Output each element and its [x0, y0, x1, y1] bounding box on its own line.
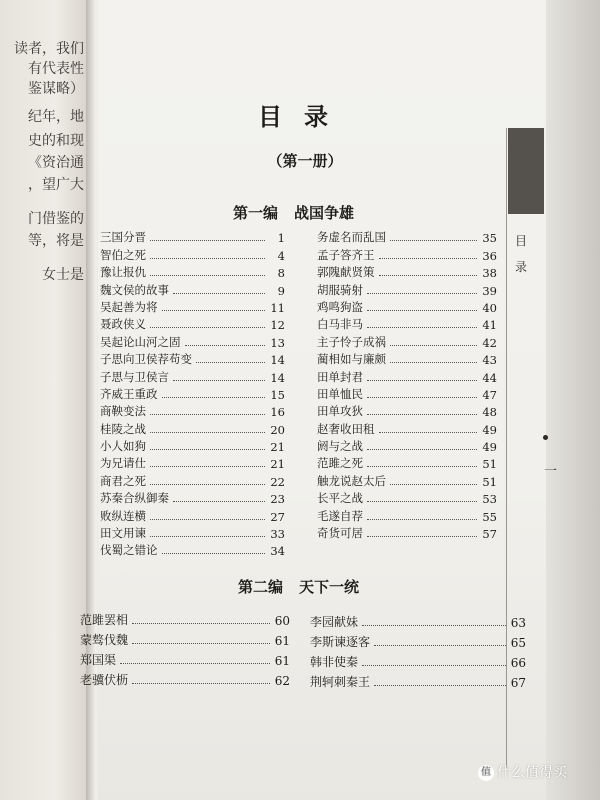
toc-entry-page: 38 [482, 266, 497, 281]
toc-entry [100, 506, 285, 523]
toc-entry [317, 385, 497, 402]
toc-leader-dots [150, 326, 265, 328]
toc-entry-page: 22 [270, 474, 285, 489]
toc-entry-title: 豫让报仇 [100, 265, 146, 280]
toc-entry-title: 鸡鸣狗盗 [317, 299, 363, 314]
toc-entry [100, 419, 285, 436]
toc-leader-dots [162, 396, 266, 398]
toc-entry [80, 668, 290, 688]
toc-column-left [100, 228, 285, 558]
toc-leader-dots [367, 413, 477, 415]
toc-entry [310, 610, 526, 630]
toc-entry-page: 48 [482, 405, 497, 420]
toc-leader-dots [374, 684, 506, 686]
watermark [478, 762, 567, 782]
left-page-line: 读者，我们 [14, 41, 84, 57]
left-page-line: 纪年，地 [28, 109, 84, 125]
toc-entry-page: 27 [270, 509, 285, 524]
toc-leader-dots [379, 257, 478, 259]
toc-entry [317, 489, 497, 506]
toc-leader-dots [132, 642, 270, 644]
toc-leader-dots [150, 465, 265, 467]
toc-entry [317, 506, 497, 523]
toc-leader-dots [150, 535, 265, 537]
toc-leader-dots [150, 274, 265, 276]
section-heading-1 [233, 202, 354, 223]
toc-leader-dots [367, 326, 477, 328]
toc-leader-dots [390, 483, 477, 485]
toc-entry [100, 437, 285, 454]
toc-entry-page: 42 [482, 335, 497, 350]
toc-entry [317, 402, 497, 419]
toc-leader-dots [196, 361, 265, 363]
toc-entry-page: 47 [482, 387, 497, 402]
toc-entry-page: 9 [277, 283, 285, 298]
toc-entry-page: 21 [270, 457, 285, 472]
toc-leader-dots [150, 257, 265, 259]
toc-entry [80, 608, 290, 628]
toc-entry-title: 赵奢收田租 [317, 421, 375, 436]
toc-entry-title: 智伯之死 [100, 247, 146, 262]
toc-entry [100, 280, 285, 297]
toc-entry-title: 商君之死 [100, 473, 146, 488]
toc-entry-title: 败纵连横 [100, 508, 146, 523]
toc-entry-page: 49 [482, 440, 497, 455]
toc-entry-page: 53 [482, 492, 497, 507]
toc-entry-page: 14 [270, 370, 285, 385]
toc-leader-dots [390, 239, 477, 241]
toc-entry-title: 胡服骑射 [317, 282, 363, 297]
left-page-line: 有代表性 [28, 61, 84, 77]
toc-entry-page: 23 [270, 492, 285, 507]
toc-entry-page: 14 [270, 353, 285, 368]
toc-entry [317, 367, 497, 384]
toc-entry [100, 350, 285, 367]
toc-entry-title: 阏与之战 [317, 439, 363, 454]
watermark-logo-icon: 值 [478, 765, 494, 781]
toc-leader-dots [150, 413, 265, 415]
section-title: 天下一统 [299, 578, 360, 596]
toc-entry-page: 43 [482, 353, 497, 368]
toc-entry-page: 67 [510, 676, 526, 690]
section-label: 第一编 [233, 204, 279, 222]
toc-entry-title: 魏文侯的故事 [100, 282, 169, 297]
toc-entry [100, 298, 285, 315]
toc-entry [100, 471, 285, 488]
left-page-line: 门借鉴的 [28, 211, 84, 227]
toc-entry-title: 子思与卫侯言 [100, 369, 169, 384]
toc-leader-dots [150, 483, 265, 485]
toc-entry-title: 三国分晋 [100, 230, 146, 245]
margin-mark: 一 [544, 464, 558, 479]
toc-leader-dots [132, 622, 270, 624]
toc-entry-title: 郭隗献贤策 [317, 265, 375, 280]
toc-entry [317, 454, 497, 471]
toc-entry [317, 419, 497, 436]
toc-entry [80, 628, 290, 648]
toc-leader-dots [390, 361, 477, 363]
toc-entry-title: 齐威王重政 [100, 386, 158, 401]
toc-leader-dots [150, 448, 265, 450]
toc-entry-title: 触龙说赵太后 [317, 473, 386, 488]
toc-entry-title: 田单封君 [317, 369, 363, 384]
toc-entry-page: 51 [482, 457, 497, 472]
toc-entry-page: 8 [277, 266, 285, 281]
toc-entry [317, 471, 497, 488]
toc-entry-title: 伐蜀之错论 [100, 543, 158, 558]
toc-entry [317, 245, 497, 262]
toc-entry-title: 长平之战 [317, 491, 363, 506]
toc-entry-title: 孟子答齐王 [317, 247, 375, 262]
toc-entry-page: 66 [510, 656, 526, 670]
toc-leader-dots [362, 624, 506, 626]
toc-entry-page: 61 [274, 654, 290, 668]
toc-entry-page: 35 [482, 231, 497, 246]
toc-entry-title: 务虚名而乱国 [317, 230, 386, 245]
toc-entry [317, 350, 497, 367]
toc-leader-dots [367, 448, 477, 450]
toc-entry-page: 13 [270, 335, 285, 350]
toc-entry [80, 648, 290, 668]
page-edge [546, 0, 600, 800]
toc-entry-title: 荆轲刺秦王 [310, 675, 371, 689]
toc-leader-dots [162, 552, 266, 554]
toc-entry [100, 524, 285, 541]
left-page-line: 女士是 [42, 267, 84, 283]
toc-entry [100, 228, 285, 245]
toc-entry-page: 65 [510, 636, 526, 650]
toc-leader-dots [162, 309, 266, 311]
side-tab-char: 录 [515, 260, 528, 274]
toc-entry-page: 15 [270, 387, 285, 402]
left-page-line: 鉴谋略） [28, 81, 84, 97]
toc-leader-dots [362, 664, 506, 666]
toc-column-left [80, 608, 290, 688]
toc-leader-dots [367, 500, 477, 502]
toc-entry-page: 62 [274, 674, 290, 688]
toc-entry [100, 332, 285, 349]
toc-entry-title: 蒙骜伐魏 [80, 633, 129, 647]
section-title: 战国争雄 [294, 204, 355, 222]
toc-leader-dots [390, 344, 477, 346]
toc-entry-page: 60 [274, 614, 290, 628]
toc-leader-dots [120, 662, 270, 664]
toc-entry-page: 4 [277, 248, 285, 263]
toc-entry-page: 39 [482, 283, 497, 298]
toc-leader-dots [367, 518, 477, 520]
toc-entry-page: 36 [482, 248, 497, 263]
toc-entry [317, 315, 497, 332]
toc-leader-dots [173, 379, 265, 381]
volume-label: （第一册） [267, 152, 343, 170]
toc-entry [100, 315, 285, 332]
page-rule [506, 128, 507, 768]
toc-entry [100, 541, 285, 558]
toc-entry-title: 韩非使秦 [310, 655, 359, 669]
toc-leader-dots [367, 309, 477, 311]
toc-entry-title: 小人如狗 [100, 439, 146, 454]
toc-entry-title: 田单恤民 [317, 386, 363, 401]
toc-entry-title: 范雎之死 [317, 456, 363, 471]
toc-leader-dots [367, 465, 477, 467]
toc-leader-dots [150, 518, 265, 520]
toc-entry-page: 21 [270, 440, 285, 455]
toc-entry [317, 332, 497, 349]
toc-entry [100, 385, 285, 402]
toc-entry [100, 263, 285, 280]
toc-leader-dots [173, 292, 265, 294]
toc-leader-dots [173, 500, 265, 502]
toc-leader-dots [150, 431, 265, 433]
toc-leader-dots [132, 682, 270, 684]
toc-entry-title: 苏秦合纵御秦 [100, 491, 169, 506]
toc-entry-title: 李斯谏逐客 [310, 635, 371, 649]
toc-entry-page: 34 [270, 544, 285, 559]
toc-entry-title: 商鞅变法 [100, 404, 146, 419]
toc-entry [100, 402, 285, 419]
toc-entry-title: 范雎罢相 [80, 613, 129, 627]
toc-entry-title: 子思向卫侯荐苟变 [100, 352, 192, 367]
toc-entry-page: 33 [270, 527, 285, 542]
toc-leader-dots [367, 535, 477, 537]
toc-entry [100, 489, 285, 506]
toc-entry-page: 16 [270, 405, 285, 420]
toc-entry [100, 454, 285, 471]
toc-entry [317, 263, 497, 280]
section-label: 第二编 [238, 578, 284, 596]
toc-entry-title: 吴起论山河之固 [100, 334, 181, 349]
toc-entry [317, 524, 497, 541]
page-title: 目录 [258, 102, 350, 131]
toc-entry [317, 280, 497, 297]
tab-gray-block [508, 128, 544, 214]
toc-entry [317, 228, 497, 245]
toc-entry-title: 田文用谏 [100, 526, 146, 541]
toc-leader-dots [367, 292, 477, 294]
toc-leader-dots [379, 274, 478, 276]
toc-entry-page: 49 [482, 422, 497, 437]
side-tab-char: 目 [515, 234, 528, 248]
toc-entry-title: 奇货可居 [317, 526, 363, 541]
toc-entry-title: 毛遂自荐 [317, 508, 363, 523]
left-page-line: 等，将是 [28, 233, 84, 249]
toc-leader-dots [150, 239, 265, 241]
toc-entry-page: 63 [510, 616, 526, 630]
toc-leader-dots [367, 396, 477, 398]
toc-leader-dots [367, 379, 477, 381]
toc-leader-dots [379, 431, 478, 433]
toc-entry-title: 老骥伏枥 [80, 673, 129, 687]
toc-column-right [310, 610, 526, 690]
toc-entry [317, 437, 497, 454]
toc-entry-page: 57 [482, 527, 497, 542]
toc-entry-title: 主子怜子成祸 [317, 334, 386, 349]
toc-entry-page: 11 [270, 300, 285, 315]
toc-entry-title: 桂陵之战 [100, 421, 146, 436]
toc-entry-title: 聂政侠义 [100, 317, 146, 332]
left-page [0, 0, 92, 800]
toc-entry-page: 40 [482, 300, 497, 315]
toc-entry-title: 田单攻狄 [317, 404, 363, 419]
toc-entry-title: 为兄请仕 [100, 456, 146, 471]
toc-entry-page: 41 [482, 318, 497, 333]
left-page-line: 《资治通 [28, 155, 84, 171]
toc-leader-dots [374, 644, 506, 646]
toc-entry-page: 61 [274, 634, 290, 648]
section-heading-2 [238, 576, 359, 597]
toc-leader-dots [185, 344, 266, 346]
toc-entry-title: 郑国渠 [80, 653, 117, 667]
toc-entry [100, 245, 285, 262]
toc-entry-page: 12 [270, 318, 285, 333]
toc-entry-page: 55 [482, 509, 497, 524]
toc-entry-page: 51 [482, 474, 497, 489]
margin-dot [543, 435, 548, 440]
toc-entry-title: 李园献妹 [310, 615, 359, 629]
left-page-line: ，望广大 [28, 177, 84, 193]
watermark-text: 什么值得买 [497, 765, 567, 781]
toc-entry-title: 蔺相如与廉颇 [317, 352, 386, 367]
toc-entry [100, 367, 285, 384]
toc-entry-page: 1 [277, 231, 285, 246]
toc-entry-title: 吴起善为将 [100, 299, 158, 314]
toc-entry [310, 650, 526, 670]
toc-entry [317, 298, 497, 315]
toc-entry [310, 630, 526, 650]
toc-entry-title: 白马非马 [317, 317, 363, 332]
left-page-line: 史的和现 [28, 133, 84, 149]
toc-entry-page: 44 [482, 370, 497, 385]
toc-entry [310, 670, 526, 690]
toc-column-right [317, 228, 497, 541]
toc-entry-page: 20 [270, 422, 285, 437]
